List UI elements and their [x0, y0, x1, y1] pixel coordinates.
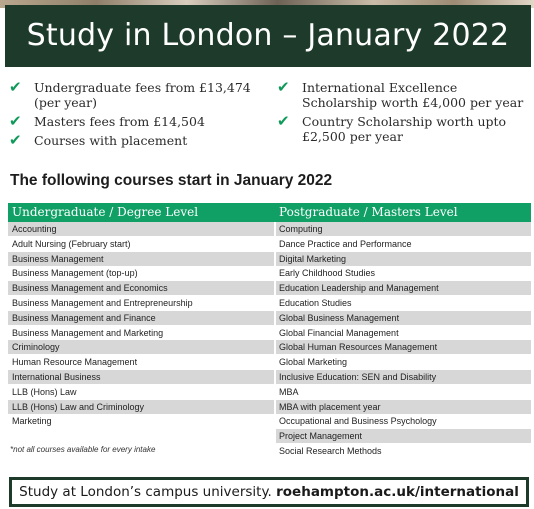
undergraduate-course-row: Business Management and Economics — [8, 281, 274, 295]
undergraduate-course-row: LLB (Hons) Law and Criminology — [8, 400, 274, 414]
website-link[interactable]: roehampton.ac.uk/international — [276, 484, 519, 500]
postgraduate-course-row: Project Management — [276, 429, 531, 443]
fee-item — [9, 80, 264, 110]
undergraduate-course-row: LLB (Hons) Law — [12, 386, 77, 397]
scholarship-text: Country Scholarship worth upto £2,500 per year — [302, 114, 507, 144]
undergraduate-course-row: Business Management — [8, 252, 274, 266]
fee-item — [9, 114, 264, 129]
undergraduate-course-row: Business Management and Entrepreneurship — [12, 298, 193, 308]
undergraduate-course-row: Business Management and Finance — [8, 311, 274, 325]
footer-tagline: Study at London’s campus university. — [19, 484, 277, 500]
title-banner — [5, 5, 531, 67]
undergraduate-course-row: Criminology — [8, 340, 274, 354]
footer-box — [9, 477, 529, 507]
postgraduate-course-row: Education Studies — [279, 298, 352, 308]
postgraduate-course-row: Social Research Methods — [279, 446, 382, 456]
checkmark-icon: ✔ — [277, 112, 290, 130]
postgraduate-course-row: Global Financial Management — [279, 327, 399, 338]
postgraduate-course-row: Global Human Resources Management — [276, 340, 531, 354]
checkmark-icon: ✔ — [9, 131, 22, 149]
scholarships-list — [277, 80, 532, 148]
undergraduate-course-row: Adult Nursing (February start) — [12, 238, 131, 249]
checkmark-icon: ✔ — [9, 78, 22, 96]
postgraduate-course-row: Global Business Management — [276, 311, 531, 325]
scholarship-item — [277, 114, 532, 144]
fee-text: Masters fees from £14,504 — [34, 114, 205, 129]
fees-list — [9, 80, 264, 152]
postgraduate-course-row: Occupational and Business Psychology — [279, 416, 437, 427]
section-heading: The following courses start in January 2022 — [10, 172, 333, 189]
undergraduate-course-row: Human Resource Management — [12, 357, 138, 368]
postgraduate-course-row: MBA with placement year — [276, 400, 531, 414]
postgraduate-column-header: Postgraduate / Masters Level — [279, 205, 458, 219]
postgraduate-course-row: Dance Practice and Performance — [279, 238, 412, 249]
undergraduate-course-row: Business Management and Marketing — [12, 327, 164, 338]
undergraduate-course-row: Accounting — [8, 222, 274, 236]
postgraduate-course-row: MBA — [279, 386, 299, 397]
table-header — [8, 203, 531, 222]
checkmark-icon: ✔ — [9, 112, 22, 130]
fee-text: Undergraduate fees from £13,474 (per year) — [34, 80, 251, 110]
scholarship-item — [277, 80, 532, 110]
postgraduate-course-row: Digital Marketing — [276, 252, 531, 266]
checkmark-icon: ✔ — [277, 78, 290, 96]
scholarship-text: International Excellence Scholarship worth £4,000 per year — [302, 80, 524, 110]
postgraduate-course-row: Computing — [276, 222, 531, 236]
undergraduate-course-row: International Business — [8, 370, 274, 384]
fee-item — [9, 133, 264, 148]
undergraduate-course-row: Marketing — [12, 416, 52, 427]
footnote: *not all courses available for every intake — [10, 445, 156, 454]
postgraduate-course-row: Early Childhood Studies — [279, 268, 376, 279]
postgraduate-course-row: Education Leadership and Management — [276, 281, 531, 295]
undergraduate-column-header: Undergraduate / Degree Level — [12, 205, 199, 219]
postgraduate-course-row: Global Marketing — [279, 357, 348, 368]
page-title: Study in London – January 2022 — [26, 18, 510, 53]
footer-text — [12, 480, 526, 504]
postgraduate-course-row: Inclusive Education: SEN and Disability — [276, 370, 531, 384]
undergraduate-course-row: Business Management (top-up) — [12, 268, 138, 279]
fee-text: Courses with placement — [34, 133, 188, 148]
